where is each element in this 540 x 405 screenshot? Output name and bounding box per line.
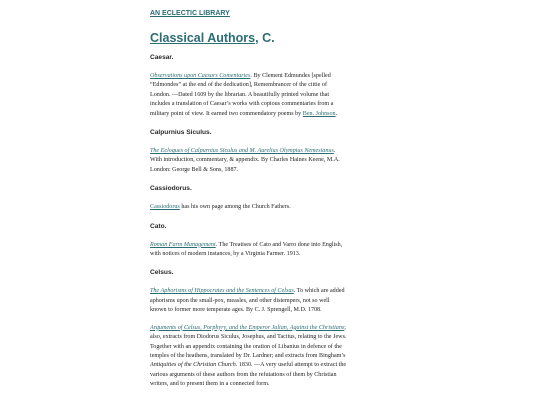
entry-calpurnius: [150, 147, 386, 175]
page-content: [150, 9, 390, 399]
entry-cato: [150, 241, 386, 260]
entry-text: . 1830. —A very useful attempt to extract the: [235, 362, 347, 369]
section-heading-caesar: Caesar.: [150, 54, 174, 61]
entry-text: . The Treatises of Cato and Varro done into English,: [215, 241, 343, 248]
entry-text: also, extracts from Diodorus Siculus, Josephus, and Tacitus, relating to the Jews.: [150, 334, 347, 341]
entry-text: .: [333, 148, 336, 155]
page-title-link[interactable]: Classical Authors: [150, 31, 256, 45]
entry-text: With introduction, commentary, & appendix. By Charles Haines Keene, M.A.: [150, 157, 340, 164]
page-title-suffix: , C.: [255, 31, 275, 45]
section-heading-celsus: Celsus.: [150, 269, 174, 277]
entry-text: military point of view. It earned two commendatory poems by: [150, 110, 303, 117]
section-heading-calpurnius: Calpurnius Siculus.: [150, 129, 212, 137]
site-home-link[interactable]: AN ECLECTIC LIBRARY: [150, 10, 230, 17]
entry-text: ;: [344, 324, 346, 331]
entry-celsus-aphorisms: [150, 287, 386, 315]
entry-link-ben-johnson[interactable]: Ben. Johnson: [302, 110, 336, 117]
entry-text: Together with an appendix containing the oration of Libanius in defence of the: [150, 343, 342, 350]
entry-text: “Edmondes” at the end of the dedication], Remembrancer of the cittie of: [150, 82, 327, 89]
entry-caesar: [150, 72, 386, 119]
entry-italic-title: Antiquities of the Christian Church: [150, 362, 236, 369]
entry-link-caesar-comentaries[interactable]: Observations upon Caesars Comentaries: [150, 73, 251, 79]
entry-text: aphorisms upon the small-pox, measles, and other distempers, not so well: [150, 297, 330, 304]
entry-text: London: George Bell & Sons, 1887.: [150, 166, 239, 173]
entry-link-calpurnius-eclogues[interactable]: The Eclogues of Calpurnius Siculus and M. Aurelius Olympius Nemesianus: [150, 148, 334, 155]
page-title: [150, 31, 390, 46]
entry-link-celsus-aphorisms[interactable]: The Aphorisms of Hippocrates and the Sentences of Celsus: [150, 288, 294, 295]
entry-text: includes a translation of Caesar’s works with copious commentaries from a: [150, 101, 334, 108]
entry-text: various arguments of these authors from the refutations of them by Christian: [150, 371, 337, 378]
section-heading-cassiodorus: Cassiodorus.: [150, 185, 192, 193]
entry-text: . By Clement Edmundes [spelled: [250, 73, 331, 79]
entry-text: writers, and to present them in a connected form.: [150, 381, 270, 388]
entry-text: temples of the heathens, translated by Dr. Lardner; and extracts from Bingham’s: [150, 352, 346, 359]
entry-text: known to former more temperate ages. By C. J. Sprengell, M.D. 1708.: [150, 307, 322, 314]
entry-link-cassiodorus[interactable]: Cassiodorus: [150, 204, 180, 211]
entry-text: London. —Dated 1609 by the librarian. A beautifully printed volume that: [150, 91, 330, 98]
entry-link-celsus-arguments[interactable]: Arguments of Celsus, Porphyry, and the Emperor Julian, Against the Christians: [150, 324, 345, 331]
entry-text: has his own page among the Church Fathers.: [179, 204, 291, 211]
section-heading-cato: Cato.: [150, 222, 167, 230]
entry-celsus-arguments: [150, 324, 386, 390]
entry-text: with notices of modern instances, by a Virginia Farmer. 1913.: [150, 251, 301, 258]
entry-link-roman-farm-management[interactable]: Roman Farm Management: [150, 241, 216, 248]
entry-cassiodorus: [150, 203, 386, 212]
entry-text: .: [335, 110, 338, 117]
entry-text: . To which are added: [293, 288, 345, 295]
